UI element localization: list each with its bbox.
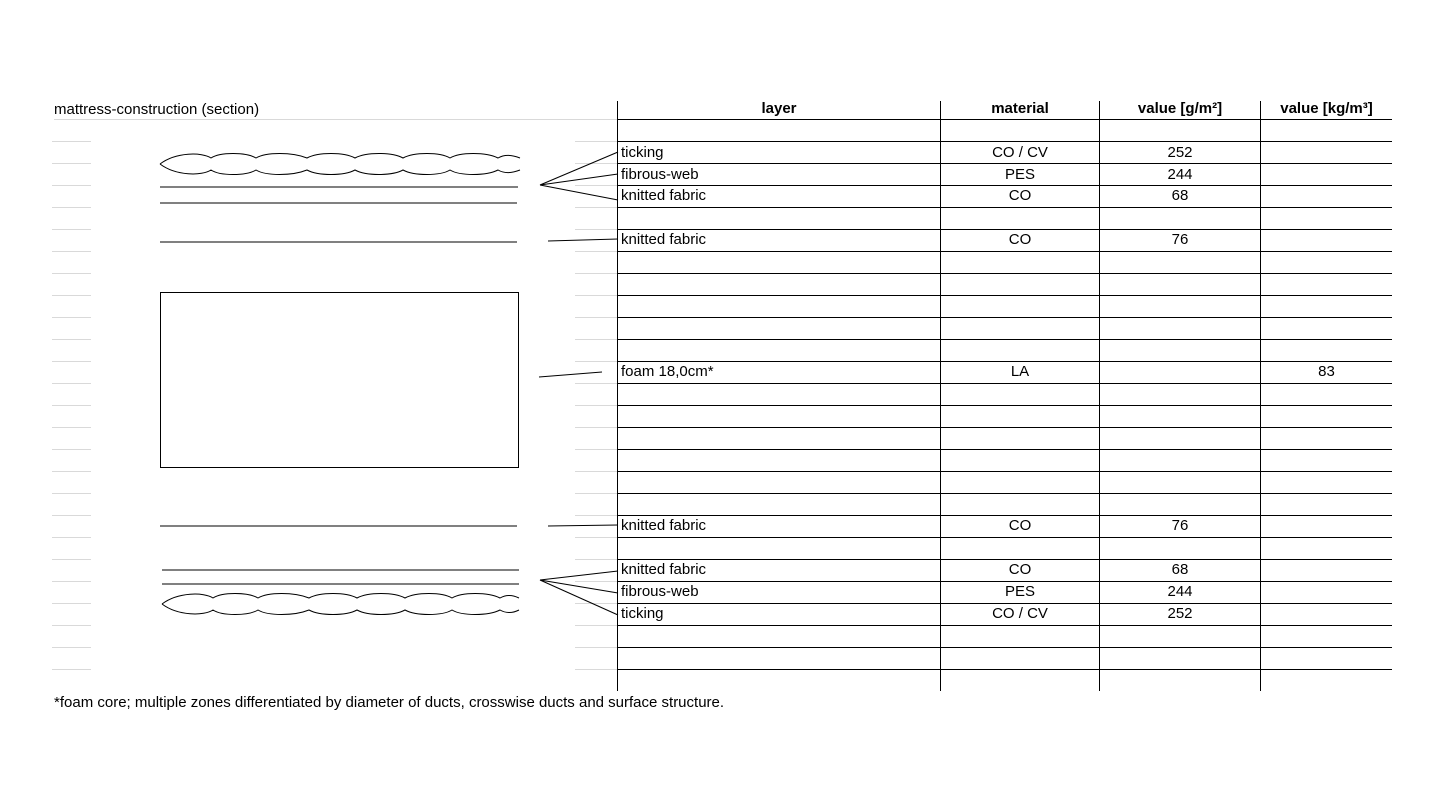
layer-gsm: 68 [1171, 561, 1189, 578]
top-ticking-wave-lower [160, 164, 520, 175]
layer-gsm: 244 [1167, 583, 1193, 600]
layer-material: CO [1008, 517, 1032, 534]
section-title: mattress-construction (section) [54, 101, 260, 118]
layer-kgm: 83 [1318, 363, 1335, 380]
layer-material: LA [1010, 363, 1030, 380]
layer-name: fibrous-web [621, 166, 699, 183]
layer-name: knitted fabric [621, 561, 707, 578]
layer-gsm: 76 [1171, 231, 1189, 248]
bottom-ticking-wave-lower [162, 604, 519, 615]
layer-material: CO / CV [992, 144, 1048, 161]
layer-gsm: 252 [1167, 605, 1193, 622]
bottom-ticking-wave [162, 594, 519, 605]
header-value-kgm: value [kg/m³] [1280, 100, 1373, 117]
layer-material: CO [1008, 231, 1032, 248]
header-value-gsm: value [g/m²] [1137, 100, 1223, 117]
header-layer: layer [761, 100, 797, 117]
leader-knitted-upper [548, 239, 618, 241]
layer-material: CO / CV [992, 605, 1048, 622]
leader-foam [539, 372, 602, 377]
top-ticking-wave [160, 154, 520, 165]
layer-gsm: 244 [1167, 166, 1193, 183]
layer-material: CO [1008, 187, 1032, 204]
layer-material: PES [1004, 166, 1035, 183]
layer-material: PES [1004, 583, 1035, 600]
layer-name: knitted fabric [621, 231, 707, 248]
layer-gsm: 68 [1171, 187, 1189, 204]
foam-core-rect [161, 293, 519, 468]
header-material: material [991, 100, 1049, 117]
layer-name: knitted fabric [621, 517, 707, 534]
leader-fibrous-bottom [540, 580, 618, 593]
leader-fibrous-top [540, 174, 618, 185]
layer-gsm: 252 [1167, 144, 1193, 161]
leader-ticking-bottom [540, 580, 618, 615]
leader-knitted-top [540, 185, 618, 200]
layer-name: ticking [621, 144, 664, 161]
layer-name: foam 18,0cm* [621, 363, 714, 380]
layer-name: fibrous-web [621, 583, 699, 600]
leader-knitted-bottom [540, 571, 618, 580]
layer-gsm: 76 [1171, 517, 1189, 534]
footnote: *foam core; multiple zones differentiated by diameter of ducts, crosswise ducts and surface structure. [54, 694, 725, 711]
layer-name: knitted fabric [621, 187, 707, 204]
layer-material: CO [1008, 561, 1032, 578]
layer-name: ticking [621, 605, 664, 622]
leader-ticking-top [540, 152, 618, 185]
leader-knitted-lower [548, 525, 618, 526]
